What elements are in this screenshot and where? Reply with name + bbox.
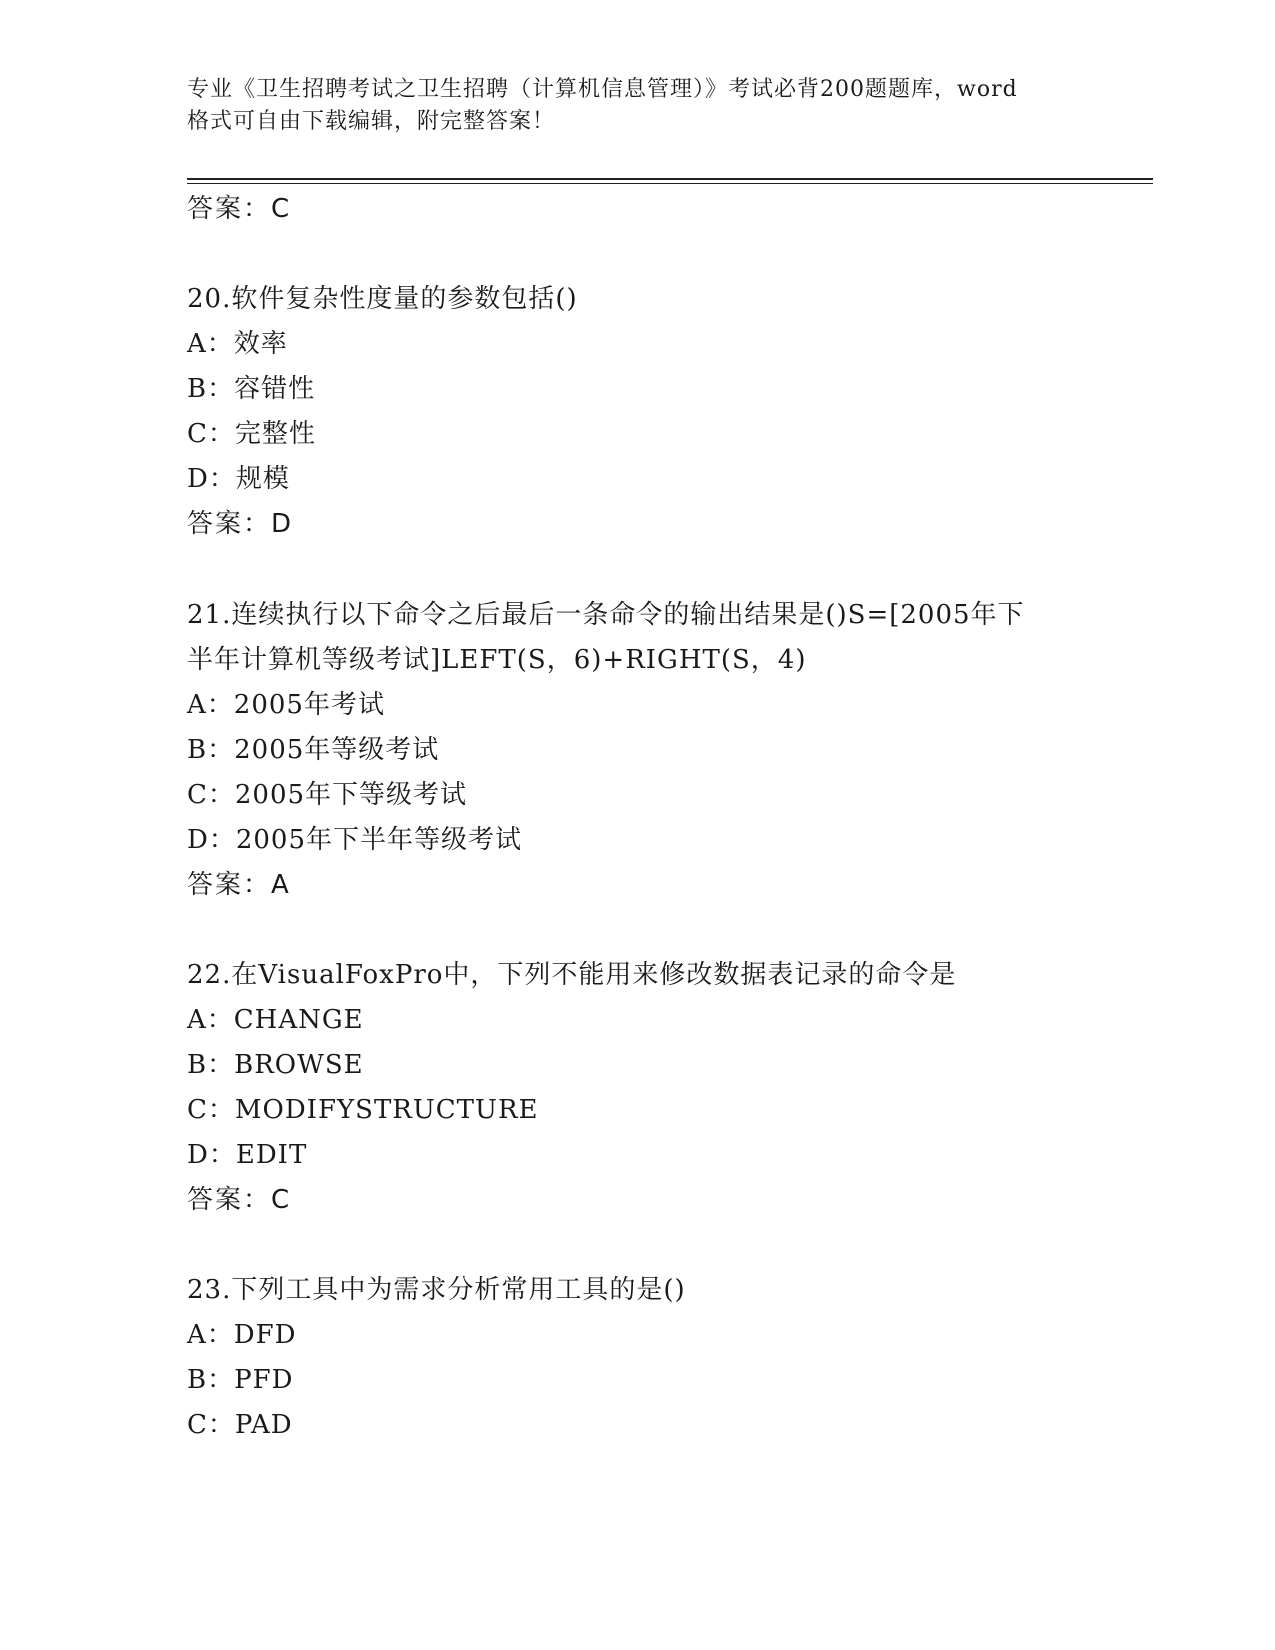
option-b: B：BROWSE <box>187 1050 364 1080</box>
question-stem: 23.下列工具中为需求分析常用工具的是() <box>187 1275 686 1305</box>
header-divider-thin <box>187 183 1153 184</box>
option-c: C：2005年下等级考试 <box>187 780 468 810</box>
option-d: D：EDIT <box>187 1140 308 1170</box>
header-line-2: 格式可自由下载编辑，附完整答案！ <box>187 109 556 134</box>
option-a: A：DFD <box>187 1320 297 1350</box>
option-d: D：2005年下半年等级考试 <box>187 825 523 855</box>
question-stem-continued: 半年计算机等级考试]LEFT(S，6)+RIGHT(S，4) <box>187 645 807 675</box>
option-a: A：2005年考试 <box>187 690 385 720</box>
option-b: B：容错性 <box>187 374 316 404</box>
question-stem: 20.软件复杂性度量的参数包括() <box>187 284 578 314</box>
option-c: C：完整性 <box>187 419 316 449</box>
answer-line: 答案：A <box>187 870 291 900</box>
question-stem: 22.在VisualFoxPro中，下列不能用来修改数据表记录的命令是 <box>187 960 957 990</box>
answer-line: 答案：D <box>187 509 294 539</box>
option-c: C：MODIFYSTRUCTURE <box>187 1095 539 1125</box>
option-b: B：PFD <box>187 1365 294 1395</box>
question-stem: 21.连续执行以下命令之后最后一条命令的输出结果是()S=[2005年下 <box>187 600 1025 630</box>
option-b: B：2005年等级考试 <box>187 735 440 765</box>
option-c: C：PAD <box>187 1410 293 1440</box>
option-d: D：规模 <box>187 464 290 494</box>
answer-line: 答案：C <box>187 194 292 224</box>
header-line-1: 专业《卫生招聘考试之卫生招聘（计算机信息管理）》考试必背200题题库，word <box>187 77 1018 102</box>
header-divider <box>187 178 1153 180</box>
option-a: A：效率 <box>187 329 288 359</box>
document-header <box>187 74 1087 138</box>
option-a: A：CHANGE <box>187 1005 364 1035</box>
answer-line: 答案：C <box>187 1185 292 1215</box>
